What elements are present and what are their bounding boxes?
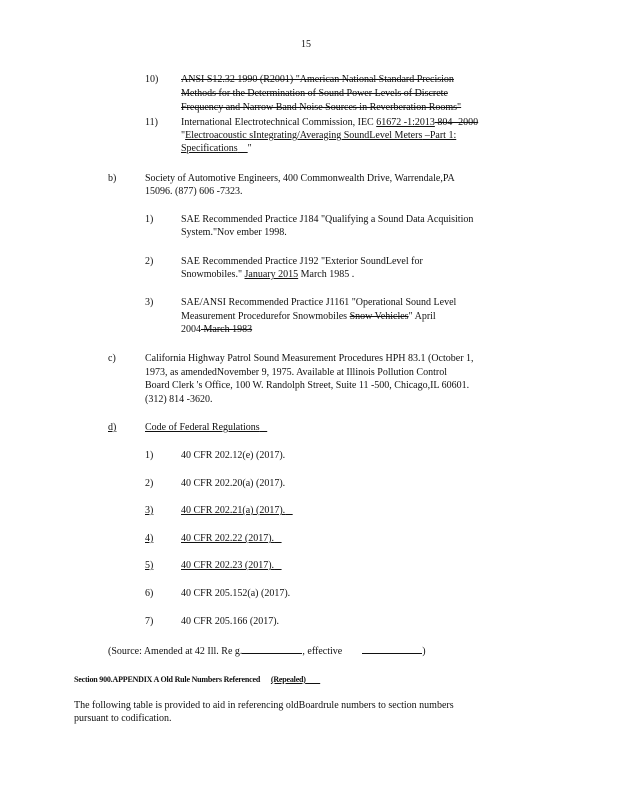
- section-b-item-3-line-3: [181, 323, 252, 337]
- cfr-item-2-text: 40 CFR 202.20(a) (2017).: [181, 478, 286, 489]
- cfr-item-1-number: 1): [145, 450, 154, 461]
- item-11-number: 11): [145, 117, 158, 128]
- section-b-item-2-old-date: March 1985 .: [298, 269, 355, 280]
- item-11-title: Electroacoustic sIntegrating/Averaging SoundLevel Meters: [185, 130, 423, 141]
- section-b-line-2: 15096. (877) 606 -7323.: [145, 186, 243, 197]
- section-d-label: d): [108, 422, 117, 433]
- section-b-item-1-line-2: System."Nov ember 1998.: [181, 227, 287, 238]
- cfr-item-3-text: 40 CFR 202.21(a) (2017).: [181, 505, 286, 516]
- cfr-item-1-text: 40 CFR 202.12(e) (2017).: [181, 450, 286, 461]
- section-b-line-1: Society of Automotive Engineers, 400 Commonwealth Drive, Warrendale,PA: [145, 173, 455, 184]
- cfr-item-2-number: 2): [145, 478, 154, 489]
- section-b-item-2-new-date: January 2015: [244, 269, 299, 280]
- section-b-item-2-line-1: SAE Recommended Practice J192 "Exterior SoundLevel for: [181, 256, 423, 267]
- section-b-item-3-number: 3): [145, 297, 154, 308]
- section-c-line-2: 1973, as amendedNovember 9, 1975. Available at Illinois Pollution Control: [145, 367, 447, 378]
- section-b-item-1-line-1: SAE Recommended Practice J184 "Qualifying a Sound Data Acquisition: [181, 214, 474, 225]
- section-b-label: b): [108, 173, 117, 184]
- section-c-line-4: (312) 814 -3620.: [145, 394, 213, 405]
- item-10-line-2: Methods for the Determination of Sound Power Levels of Discrete: [181, 88, 448, 99]
- cfr-item-5-text: 40 CFR 202.23 (2017).: [181, 560, 275, 571]
- section-900-heading: [74, 673, 320, 687]
- cfr-item-5-number: 5): [145, 560, 154, 571]
- section-c-line-1: California Highway Patrol Sound Measurement Procedures HPH 83.1 (October 1,: [145, 353, 474, 364]
- section-b-item-2-number: 2): [145, 256, 154, 267]
- cfr-item-4-number: 4): [145, 533, 154, 544]
- item-10-number: 10): [145, 74, 159, 85]
- cfr-item-7-text: 40 CFR 205.166 (2017).: [181, 616, 280, 627]
- section-b-item-3-struck: Snow Vehicles: [349, 311, 409, 322]
- item-11-part: –Part 1:: [422, 130, 457, 141]
- cfr-item-4-text: 40 CFR 202.22 (2017).: [181, 533, 275, 544]
- closing-line-2: pursuant to codification.: [74, 713, 172, 724]
- source-effective: , effective: [302, 646, 343, 657]
- section-b-item-2-title: Snowmobiles.": [181, 269, 245, 280]
- section-b-item-2-line-2: [181, 268, 354, 282]
- section-b-item-3-text: Measurement Procedurefor Snowmobiles: [181, 311, 350, 322]
- page-number: 15: [301, 39, 311, 50]
- repealed-label: (Repealed): [270, 675, 306, 684]
- item-10-line-1: ANSI S12.32 1990 (R2001) "American National Standard Precision: [181, 74, 454, 85]
- closing-line-1: The following table is provided to aid in referencing oldBoardrule numbers to section numbers: [74, 700, 454, 711]
- item-11-line-2: [181, 129, 456, 143]
- section-b-item-3-date: " April: [408, 311, 436, 322]
- item-11-line-1: [181, 116, 478, 130]
- section-d-title: Code of Federal Regulations: [145, 422, 260, 433]
- source-close: ): [422, 646, 426, 657]
- item-11-open-quote: ": [181, 130, 186, 141]
- item-11-specifications: Specifications: [181, 143, 238, 154]
- section-c-line-3: Board Clerk 's Office, 100 W. Randolph Street, Suite 11 -500, Chicago,IL 60601.: [145, 380, 470, 391]
- section-b-item-3-old-date: March 1983: [201, 324, 253, 335]
- cfr-item-6-text: 40 CFR 205.152(a) (2017).: [181, 588, 291, 599]
- register-blank: [242, 644, 302, 654]
- source-amended: (Source: Amended at 42 Ill. Re g.: [108, 646, 243, 657]
- item-11-line-3: [181, 142, 252, 156]
- effective-date-blank: [362, 644, 422, 654]
- section-b-item-3-line-2: [181, 310, 436, 324]
- source-note: [108, 644, 426, 659]
- item-11-new-standard: 61672 -1:2013: [376, 117, 435, 128]
- cfr-item-3-number: 3): [145, 505, 154, 516]
- item-10-line-3: Frequency and Narrow Band Noise Sources in Reverberation Rooms": [181, 102, 462, 113]
- section-c-label: c): [108, 353, 116, 364]
- item-11-close-quote: ": [247, 143, 252, 154]
- item-11-old-standard: 804 -2000: [434, 117, 479, 128]
- section-b-item-3-line-1: SAE/ANSI Recommended Practice J1161 "Operational Sound Level: [181, 297, 457, 308]
- section-b-item-3-year: 2004: [181, 324, 201, 335]
- cfr-item-6-number: 6): [145, 588, 154, 599]
- section-b-item-1-number: 1): [145, 214, 154, 225]
- item-11-text: International Electrotechnical Commission, IEC: [181, 117, 377, 128]
- section-900-label: Section 900.APPENDIX A Old Rule Numbers Referenced: [74, 675, 261, 684]
- cfr-item-7-number: 7): [145, 616, 154, 627]
